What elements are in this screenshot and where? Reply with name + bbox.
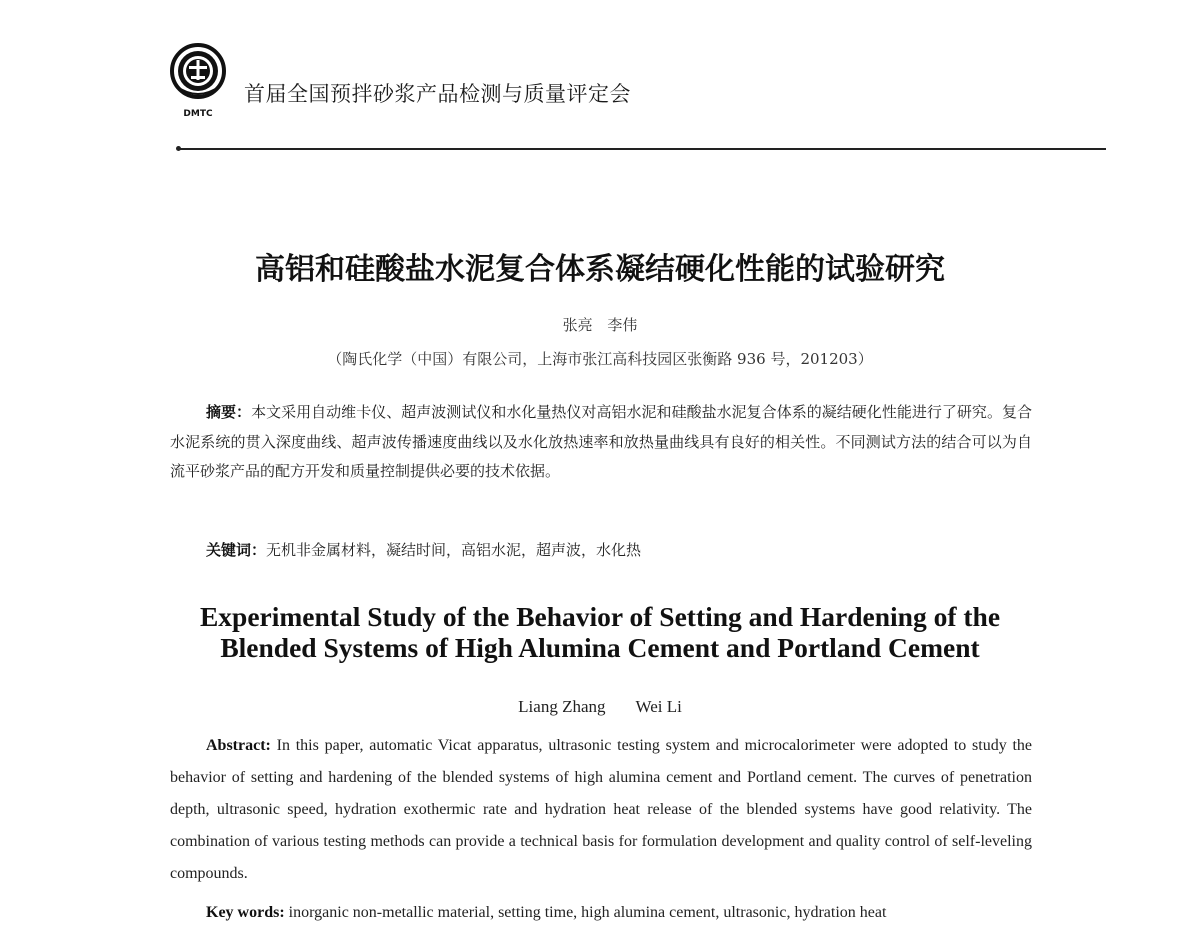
chinese-authors: 张亮 李伟 bbox=[562, 316, 638, 334]
english-title bbox=[0, 601, 1200, 663]
chinese-title: 高铝和硅酸盐水泥复合体系凝结硬化性能的试验研究 bbox=[255, 252, 945, 287]
chinese-abstract-text: 本文采用自动维卡仪、超声波测试仪和水化量热仪对高铝水泥和硅酸盐水泥复合体系的凝结硬化性能进行了研究。复合水泥系统的贯入深度曲线、超声波传播速度曲线以及水化放热速率和放热量曲线具有良好的相关性。不同测试方法的结合可以为自流平砂浆产品的配方开发和质量控制提供必要的技术依据。 bbox=[170, 403, 1032, 480]
chinese-keywords-text: 无机非金属材料，凝结时间，高铝水泥，超声波，水化热 bbox=[266, 541, 642, 559]
author-1: Liang Zhang bbox=[518, 697, 606, 716]
logo-text: DMTC bbox=[183, 109, 213, 119]
chinese-abstract bbox=[170, 398, 1032, 487]
author-2: Wei Li bbox=[635, 697, 682, 716]
chinese-affiliation: （陶氏化学（中国）有限公司，上海市张江高科技园区张衡路 936 号，201203） bbox=[327, 350, 873, 368]
chinese-abstract-label: 摘要： bbox=[206, 403, 252, 421]
conference-title: 首届全国预拌砂浆产品检测与质量评定会 bbox=[244, 82, 631, 106]
dmtc-emblem-icon bbox=[170, 40, 226, 120]
chinese-keywords-label: 关键词： bbox=[206, 541, 267, 559]
dmtc-logo bbox=[170, 40, 226, 120]
english-abstract bbox=[170, 730, 1032, 890]
chinese-keywords bbox=[170, 536, 1032, 566]
english-keywords bbox=[170, 897, 1032, 929]
header-rule bbox=[178, 148, 1106, 150]
english-title-line-2: Blended Systems of High Alumina Cement and Portland Cement bbox=[220, 632, 980, 663]
english-keywords-label: Key words: bbox=[206, 904, 285, 921]
english-keywords-text: inorganic non-metallic material, setting time, high alumina cement, ultrasonic, hydration heat bbox=[288, 904, 887, 921]
english-abstract-text: In this paper, automatic Vicat apparatus, ultrasonic testing system and microcalorimeter were adopted to study the behavior of setting and hardening of the blended systems of high alumina cement and Portland cement. The curves of penetration depth, ultrasonic speed, hydration exothermic rate and hydration heat release of the blended systems have good relativity. The combination of various testing methods can provide a technical basis for formulation development and quality control of self-leveling compounds. bbox=[170, 737, 1032, 882]
english-authors bbox=[0, 697, 1200, 717]
english-abstract-label: Abstract: bbox=[206, 737, 271, 754]
english-title-line-1: Experimental Study of the Behavior of Setting and Hardening of the bbox=[199, 601, 1001, 632]
